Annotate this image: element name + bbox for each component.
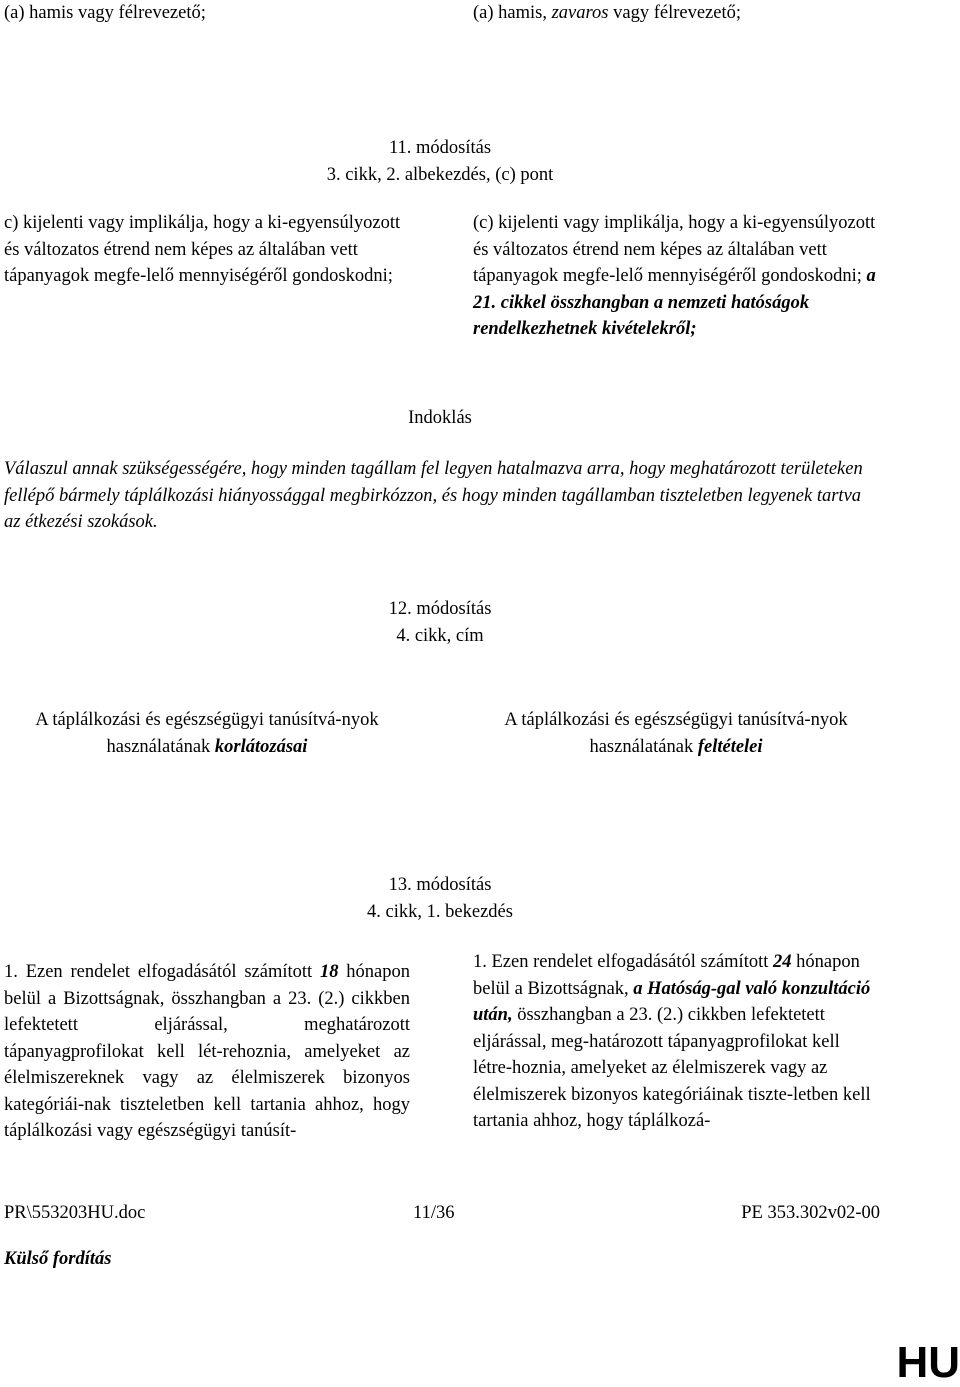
justification-text: Válaszul annak szükségességére, hogy minden tagállam fel legyen hatalmazva arra, hogy meghatározott területeken fellépő bármely táplálkozási hiányossággal megbirkózzon, és hogy minden tagállamban tiszteletben legyenek tartva az étkezési szokások. — [4, 459, 863, 532]
page-number: 11/36 — [413, 1203, 455, 1223]
text: vagy félrevezető; — [608, 3, 741, 23]
bold-italic-text: a 21. cikkel összhangban a nemzeti hatóságok rendelkezhetnek kivételekről; — [473, 266, 876, 339]
amendment-12-right — [473, 707, 879, 760]
bold-italic-text: a Hatóság-gal való konzultáció után, — [473, 978, 871, 1025]
pe-reference: PE 353.302v02-00 — [741, 1203, 880, 1223]
amendment-title: 12. módosítás — [388, 599, 492, 619]
text: (a) hamis, — [473, 3, 552, 23]
amendment-title: 11. módosítás — [388, 138, 492, 158]
amendment-reference: 4. cikk, 1. bekezdés — [367, 901, 513, 922]
amendment-13-right — [473, 949, 879, 1135]
text: összhangban a 23. (2.) cikkben lefektetett eljárással, meg-határozott tápanyagprofilokat kell létre-hoznia, amelyeket az élelmiszerek vagy az élelmiszerek bizonyos kategóriáinak tiszte-letben kell tartania ahhoz, hogy táplálkozá- — [473, 1005, 871, 1131]
amendment-11-header — [0, 135, 880, 188]
text: A táplálkozási és egészségügyi tanúsítvá-nyok használatának — [35, 710, 379, 757]
language-code: HU — [896, 1338, 960, 1387]
amendment-13-header — [0, 872, 880, 925]
external-translation-note — [4, 1246, 111, 1273]
amendment-13-left — [4, 959, 410, 1145]
bold-italic-text: Külső fordítás — [4, 1249, 112, 1269]
amended-text — [473, 210, 879, 343]
commission-text: c) kijelenti vagy implikálja, hogy a ki-egyensúlyozott és változatos étrend nem képes az általában vett tápanyagok megfe-lelő mennyiségéről gondoskodni; — [4, 213, 401, 286]
amendment-12-header — [0, 596, 880, 649]
amendment-12-left — [4, 707, 410, 760]
italic-text: zavaros — [551, 3, 609, 23]
amendment-11-left — [4, 210, 410, 290]
text: hónapon belül a Bizottságnak, összhangban a 23. (2.) cikkben lefektetett eljárással, meghatározott tápanyagprofilokat kell lét-rehoznia, amelyeket az élelmiszereknek vagy az élelmiszerek bizonyos kategóriái-nak tiszteletben kell tartania ahhoz, hogy táplálkozási vagy egészségügyi tanúsít- — [4, 962, 410, 1141]
amendment-a-left — [4, 0, 410, 27]
amendment-title: 13. módosítás — [388, 875, 492, 895]
justification-title: Indoklás — [408, 408, 472, 428]
justification-text-block — [4, 456, 880, 536]
text: hónapon belül a Bizottságnak, — [473, 952, 860, 999]
text: 1. Ezen rendelet elfogadásától számított — [473, 952, 773, 972]
bold-italic-text: 18 — [319, 962, 339, 982]
text: (a) hamis vagy félrevezető; — [4, 3, 206, 23]
amendment-a-right — [473, 0, 879, 27]
document-reference: PR\553203HU.doc — [4, 1203, 146, 1223]
amendment-11-right — [473, 210, 879, 343]
bold-italic-text: feltételei — [697, 736, 763, 757]
page-footer — [4, 1200, 880, 1226]
bold-italic-text: korlátozásai — [214, 736, 308, 757]
text: A táplálkozási és egészségügyi tanúsítvá-nyok használatának — [504, 710, 848, 757]
text: 1. Ezen rendelet elfogadásától számított — [4, 962, 320, 982]
amendment-reference: 4. cikk, cím — [396, 625, 484, 646]
amendment-reference: 3. cikk, 2. albekezdés, (c) pont — [326, 164, 554, 185]
text: (c) kijelenti vagy implikálja, hogy a ki-egyensúlyozott és változatos étrend nem képes az általában vett tápanyagok megfe-lelő mennyiségéről gondoskodni; — [473, 213, 876, 286]
bold-italic-text: 24 — [773, 952, 792, 972]
